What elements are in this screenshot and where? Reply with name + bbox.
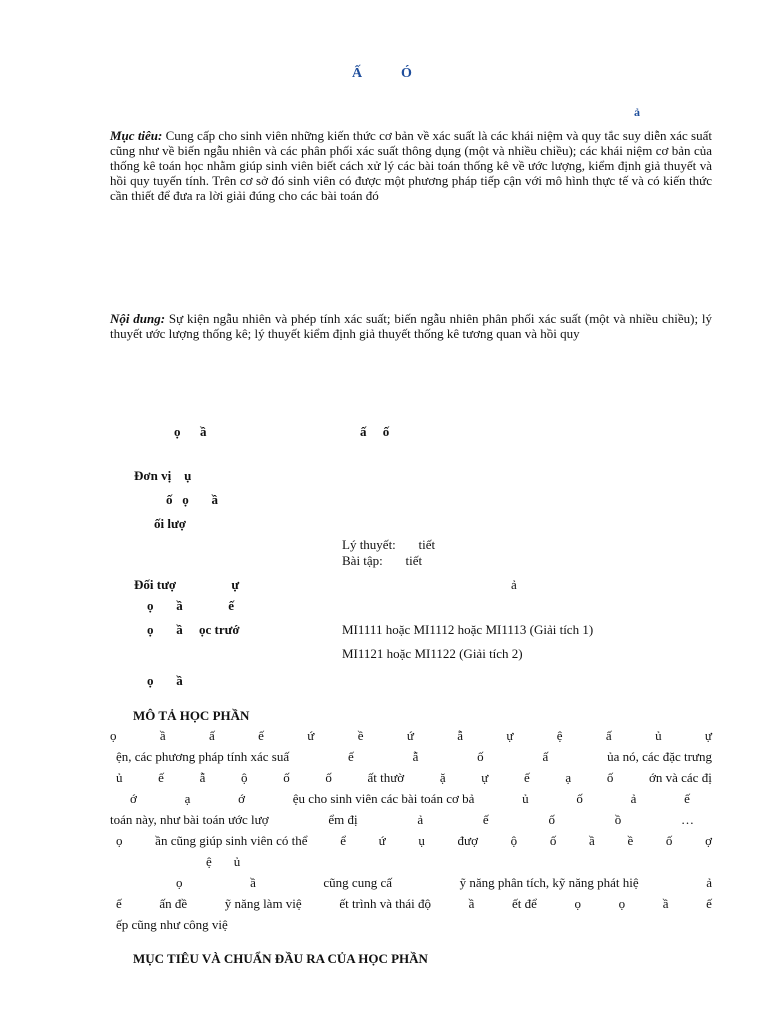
description-fragment: ụ bbox=[418, 833, 425, 848]
description-line bbox=[116, 767, 712, 788]
description-fragment: ấ bbox=[209, 728, 215, 743]
description-line bbox=[206, 851, 266, 872]
audience-value: ả bbox=[511, 577, 517, 592]
description-fragment: ố bbox=[665, 833, 673, 848]
description-fragment: ế bbox=[706, 896, 712, 911]
description-fragment: ặ bbox=[439, 770, 446, 785]
description-fragment: ề bbox=[627, 833, 634, 848]
description-fragment: ệ bbox=[206, 854, 212, 869]
description-fragment: ố bbox=[325, 770, 332, 785]
description-fragment: ề bbox=[357, 728, 364, 743]
description-fragment: ố bbox=[606, 770, 614, 785]
description-fragment: ủa nó, các đặc trưng bbox=[607, 749, 712, 764]
description-fragment: ấn đề bbox=[159, 896, 188, 911]
description-fragment: ạ bbox=[184, 791, 191, 806]
description-fragment: ẫ bbox=[199, 770, 206, 785]
description-line bbox=[116, 914, 316, 935]
unit-label: Đơn vị ụ bbox=[134, 468, 192, 483]
description-fragment: ầ bbox=[588, 833, 595, 848]
description-fragment: ế bbox=[482, 812, 489, 827]
description-fragment: ứ bbox=[406, 728, 414, 743]
description-fragment: ồ bbox=[614, 812, 622, 827]
practice-hours: Bài tập: tiết bbox=[342, 553, 423, 568]
description-fragment: ần cũng giúp sinh viên có thể bbox=[155, 833, 308, 848]
prior-course-label: ọ ầ ọc trướ bbox=[147, 622, 240, 637]
description-line bbox=[116, 746, 712, 767]
description-fragment: ộ bbox=[510, 833, 518, 848]
objectives-heading: MỤC TIÊU VÀ CHUẨN ĐẦU RA CỦA HỌC PHẦN bbox=[133, 951, 428, 966]
description-line bbox=[116, 893, 712, 914]
description-line bbox=[110, 809, 694, 830]
description-line bbox=[176, 872, 712, 893]
description-body bbox=[110, 725, 712, 935]
description-fragment: ọ bbox=[618, 896, 626, 911]
description-fragment: ất thườ bbox=[367, 770, 405, 785]
description-fragment: đượ bbox=[457, 833, 478, 848]
description-fragment: ọ bbox=[176, 875, 183, 890]
course-name-label: ọ ầ bbox=[174, 424, 207, 439]
prior-course-line2: MI1121 hoặc MI1122 (Giải tích 2) bbox=[342, 646, 523, 661]
description-fragment: ứ bbox=[307, 728, 315, 743]
description-fragment: ế bbox=[158, 770, 164, 785]
description-fragment: ầ bbox=[662, 896, 669, 911]
description-fragment: ố bbox=[576, 791, 583, 806]
prior-course-line1: MI1111 hoặc MI1112 hoặc MI1113 (Giải tích 1) bbox=[342, 622, 594, 637]
description-fragment: ủ bbox=[655, 728, 662, 743]
description-fragment: ệu cho sinh viên các bài toán cơ bả bbox=[292, 791, 475, 806]
theory-hours: Lý thuyết: tiết bbox=[342, 537, 436, 552]
description-fragment: … bbox=[681, 812, 694, 827]
description-fragment: ớ bbox=[130, 791, 137, 806]
description-fragment: ả bbox=[630, 791, 637, 806]
description-fragment: ạ bbox=[565, 770, 572, 785]
description-fragment: ủ bbox=[522, 791, 529, 806]
audience-label: Đối tượ ự bbox=[134, 577, 240, 592]
description-fragment: ể bbox=[340, 833, 346, 848]
parallel-course-label: ọ ầ bbox=[147, 673, 183, 688]
description-fragment: ết trình và thái độ bbox=[339, 896, 432, 911]
document-subtitle: ả bbox=[634, 105, 640, 119]
description-fragment: ự bbox=[481, 770, 489, 785]
description-line bbox=[116, 830, 712, 851]
description-fragment: ớn và các đị bbox=[649, 770, 712, 785]
document-title-part2: Ó bbox=[401, 66, 412, 81]
content-label: Nội dung: bbox=[110, 311, 166, 326]
description-heading: MÔ TẢ HỌC PHẦN bbox=[133, 708, 250, 723]
description-fragment: ả bbox=[417, 812, 424, 827]
description-fragment: ấ bbox=[542, 749, 549, 764]
prerequisite-label: ọ ầ ế bbox=[147, 598, 235, 613]
description-fragment: ấ bbox=[605, 728, 612, 743]
document-title-part1: Ấ bbox=[352, 66, 363, 81]
description-line bbox=[110, 725, 712, 746]
description-fragment: ết để bbox=[512, 896, 537, 911]
description-fragment: ểm đị bbox=[328, 812, 358, 827]
description-fragment: ẫ bbox=[412, 749, 419, 764]
description-fragment: ẫ bbox=[457, 728, 464, 743]
description-fragment: ếp cũng như công việ bbox=[116, 917, 228, 932]
description-fragment: toán này, như bài toán ước lượ bbox=[110, 812, 269, 827]
description-fragment: ọ bbox=[116, 833, 123, 848]
description-fragment: ện, các phương pháp tính xác suấ bbox=[116, 749, 290, 764]
description-fragment: ả bbox=[706, 875, 712, 890]
description-fragment: ớ bbox=[238, 791, 246, 806]
description-fragment: ứ bbox=[378, 833, 386, 848]
description-fragment: ỹ năng phân tích, kỹ năng phát hiệ bbox=[459, 875, 639, 890]
content-paragraph bbox=[110, 311, 712, 341]
description-fragment: ố bbox=[283, 770, 290, 785]
objective-paragraph bbox=[110, 128, 712, 203]
course-name-value: ấ ố bbox=[360, 424, 390, 439]
description-fragment: cũng cung cấ bbox=[323, 875, 392, 890]
description-fragment: ế bbox=[258, 728, 264, 743]
description-fragment: ế bbox=[523, 770, 530, 785]
description-fragment: ầ bbox=[159, 728, 166, 743]
description-fragment: ế bbox=[684, 791, 690, 806]
description-fragment: ế bbox=[347, 749, 354, 764]
workload-label: ối lượ bbox=[154, 516, 186, 531]
credits-label: ố ọ ầ bbox=[166, 492, 218, 507]
description-fragment: ự bbox=[506, 728, 514, 743]
description-fragment: ế bbox=[116, 896, 122, 911]
content-text: Sự kiện ngẫu nhiên và phép tính xác suất; biến ngẫu nhiên phân phối xác suất (một và nhiều chiều); lý thuyết ước lượng thống kê; lý thuyết kiểm định giả thuyết thống kê tương quan và hồi quy bbox=[110, 311, 712, 341]
description-fragment: ố bbox=[548, 812, 555, 827]
description-fragment: ầ bbox=[250, 875, 256, 890]
description-fragment: ủ bbox=[233, 854, 241, 869]
objective-label: Mục tiêu: bbox=[110, 128, 163, 143]
description-fragment: ố bbox=[477, 749, 484, 764]
description-fragment: ủ bbox=[116, 770, 123, 785]
description-line bbox=[130, 788, 690, 809]
description-fragment: ệ bbox=[556, 728, 563, 743]
description-fragment: ợ bbox=[705, 833, 712, 848]
objective-text: Cung cấp cho sinh viên những kiến thức cơ bản về xác suất là các khái niệm và quy tắc suy diễn xác suất cũng như về biến ngẫu nhiên và các phân phối xác suất thông dụng (một và nhiều chiều); các khái niệm cơ bản của thống kê toán học nhằm giúp sinh viên biết cách xử lý các bài toán thống kê về ước lượng, kiểm định giả thuyết và hồi quy tuyến tính. Trên cơ sở đó sinh viên có được một phương pháp tiếp cận với mô hình thực tế và có kiến thức cần thiết để đưa ra lời giải đúng cho các bài toán đó bbox=[110, 128, 712, 203]
description-fragment: ọ bbox=[110, 728, 117, 743]
description-fragment: ầ bbox=[468, 896, 475, 911]
description-fragment: ộ bbox=[241, 770, 248, 785]
description-fragment: ố bbox=[549, 833, 557, 848]
description-fragment: ọ bbox=[574, 896, 582, 911]
description-fragment: ự bbox=[704, 728, 712, 743]
description-fragment: ỹ năng làm việ bbox=[224, 896, 302, 911]
